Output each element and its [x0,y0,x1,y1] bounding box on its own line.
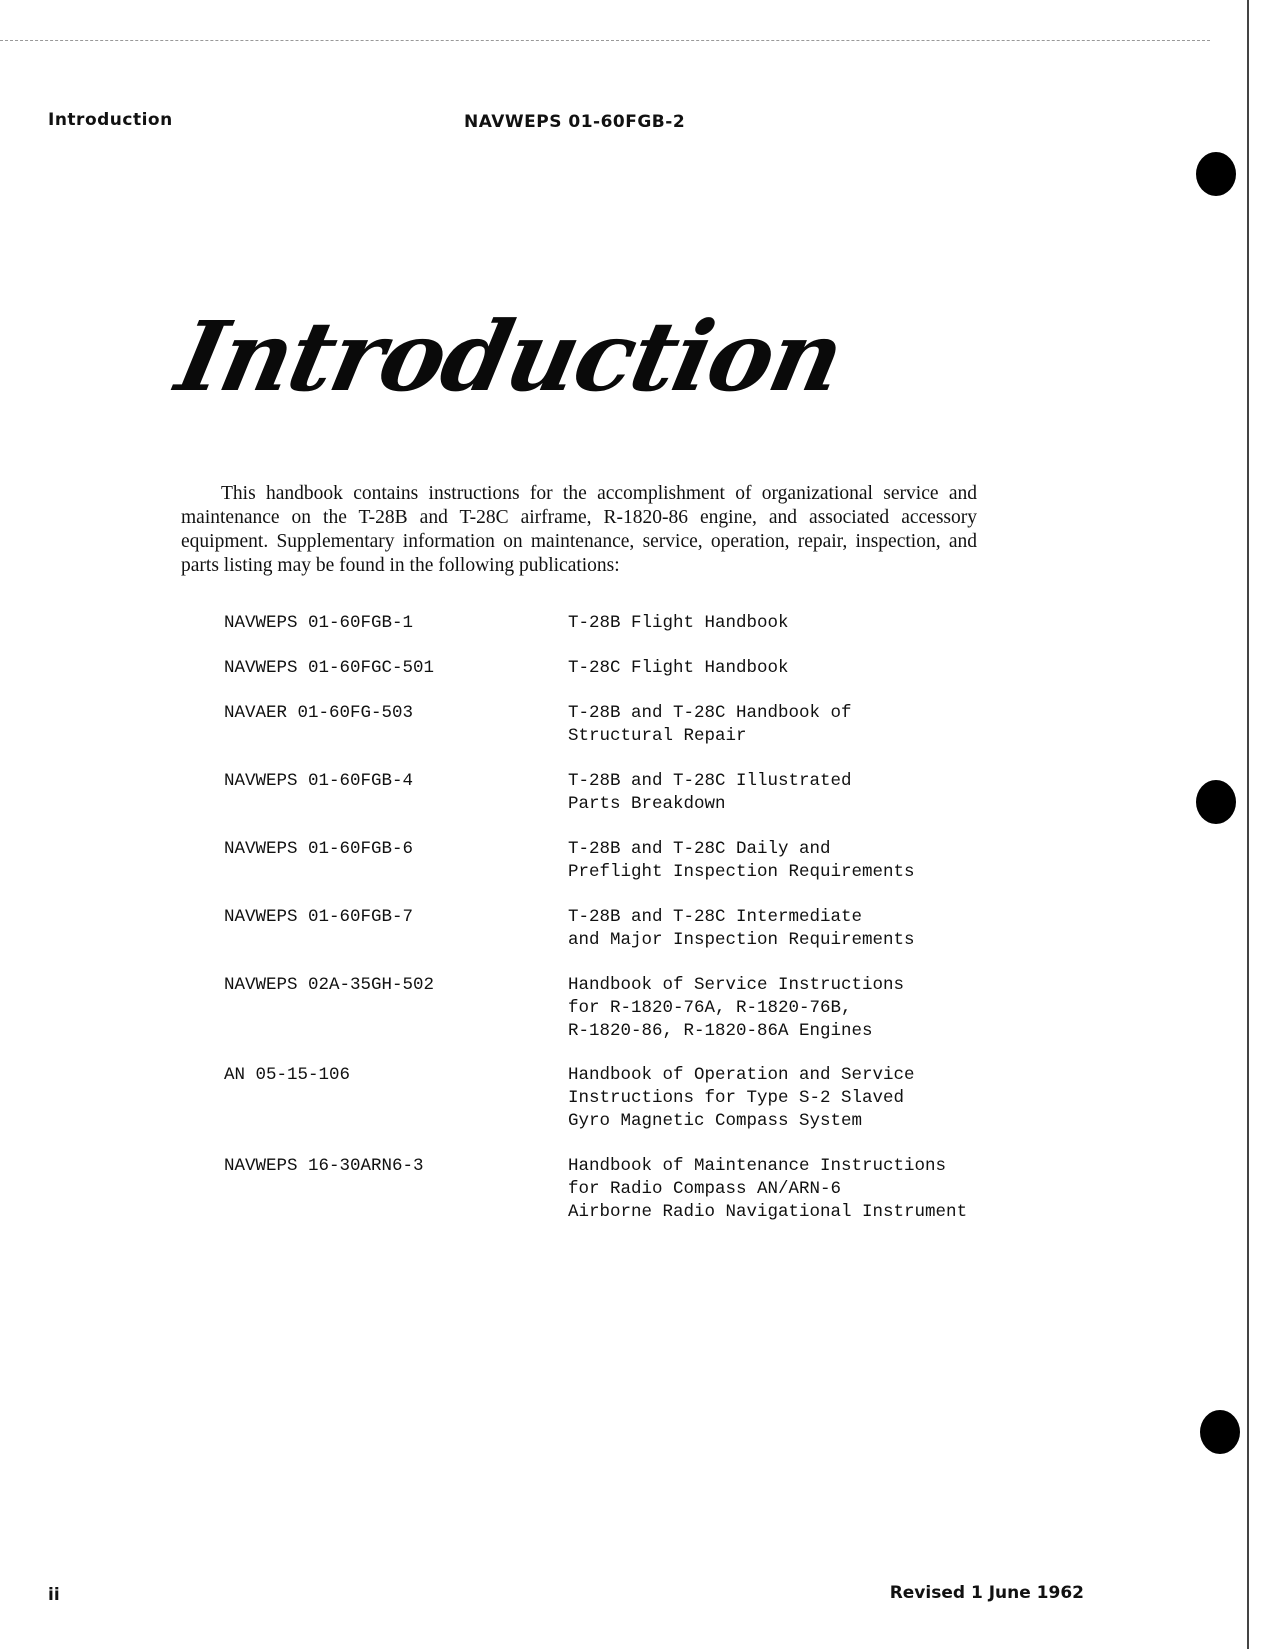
publication-number: NAVAER 01-60FG-503 [224,703,414,723]
publication-number: NAVWEPS 01-60FGB-7 [224,907,414,927]
publication-number: NAVWEPS 01-60FGB-1 [224,613,414,633]
revision-date: Revised 1 June 1962 [889,1583,1084,1603]
publication-number: NAVWEPS 01-60FGB-6 [224,839,414,859]
publication-row [224,770,984,816]
publication-number: NAVWEPS 01-60FGB-4 [224,771,414,791]
publication-number: NAVWEPS 16-30ARN6-3 [224,1156,424,1176]
page-title: Introduction [167,300,852,413]
publication-row [224,1155,984,1224]
publication-row [224,906,984,952]
publication-title: T-28B and T-28C Handbook of Structural Repair [568,703,852,746]
publication-title: T-28B and T-28C Illustrated Parts Breakdown [568,771,852,814]
scan-edge-line [0,40,1210,42]
publication-row [224,974,984,1043]
publication-title: T-28B and T-28C Intermediate and Major Inspection Requirements [568,907,915,950]
publication-row [224,1064,984,1133]
publications-list [224,612,984,1252]
binder-hole-icon [1200,1410,1240,1454]
publication-row [224,838,984,884]
publication-number: NAVWEPS 02A-35GH-502 [224,975,435,995]
publication-title: T-28B and T-28C Daily and Preflight Inspection Requirements [568,839,915,882]
publication-title: Handbook of Service Instructions for R-1820-76A, R-1820-76B, R-1820-86, R-1820-86A Engines [568,975,905,1041]
section-label: Introduction [48,110,173,130]
intro-text: This handbook contains instructions for the accomplishment of organizational service and maintenance on the T-28B and T-28C airframe, R-1820-86 engine, and associated accessory equipment. Supplementary information on maintenance, service, operation, repair, inspection, and parts listing may be found in the following publications: [181,483,977,576]
publication-title: T-28B Flight Handbook [568,613,789,633]
page-number: ii [48,1585,60,1605]
publication-title: Handbook of Operation and Service Instructions for Type S-2 Slaved Gyro Magnetic Compass System [568,1065,915,1131]
publication-number: AN 05-15-106 [224,1065,351,1085]
publication-number: NAVWEPS 01-60FGC-501 [224,658,435,678]
publication-row [224,612,984,635]
publication-title: Handbook of Maintenance Instructions for Radio Compass AN/ARN-6 Airborne Radio Navigational Instrument [568,1156,968,1222]
intro-paragraph [181,482,977,578]
page-edge-line [1247,0,1249,1649]
publication-title: T-28C Flight Handbook [568,658,789,678]
publication-row [224,657,984,680]
binder-hole-icon [1196,152,1236,196]
document-number: NAVWEPS 01-60FGB-2 [464,112,686,132]
binder-hole-icon [1196,780,1236,824]
publication-row [224,702,984,748]
